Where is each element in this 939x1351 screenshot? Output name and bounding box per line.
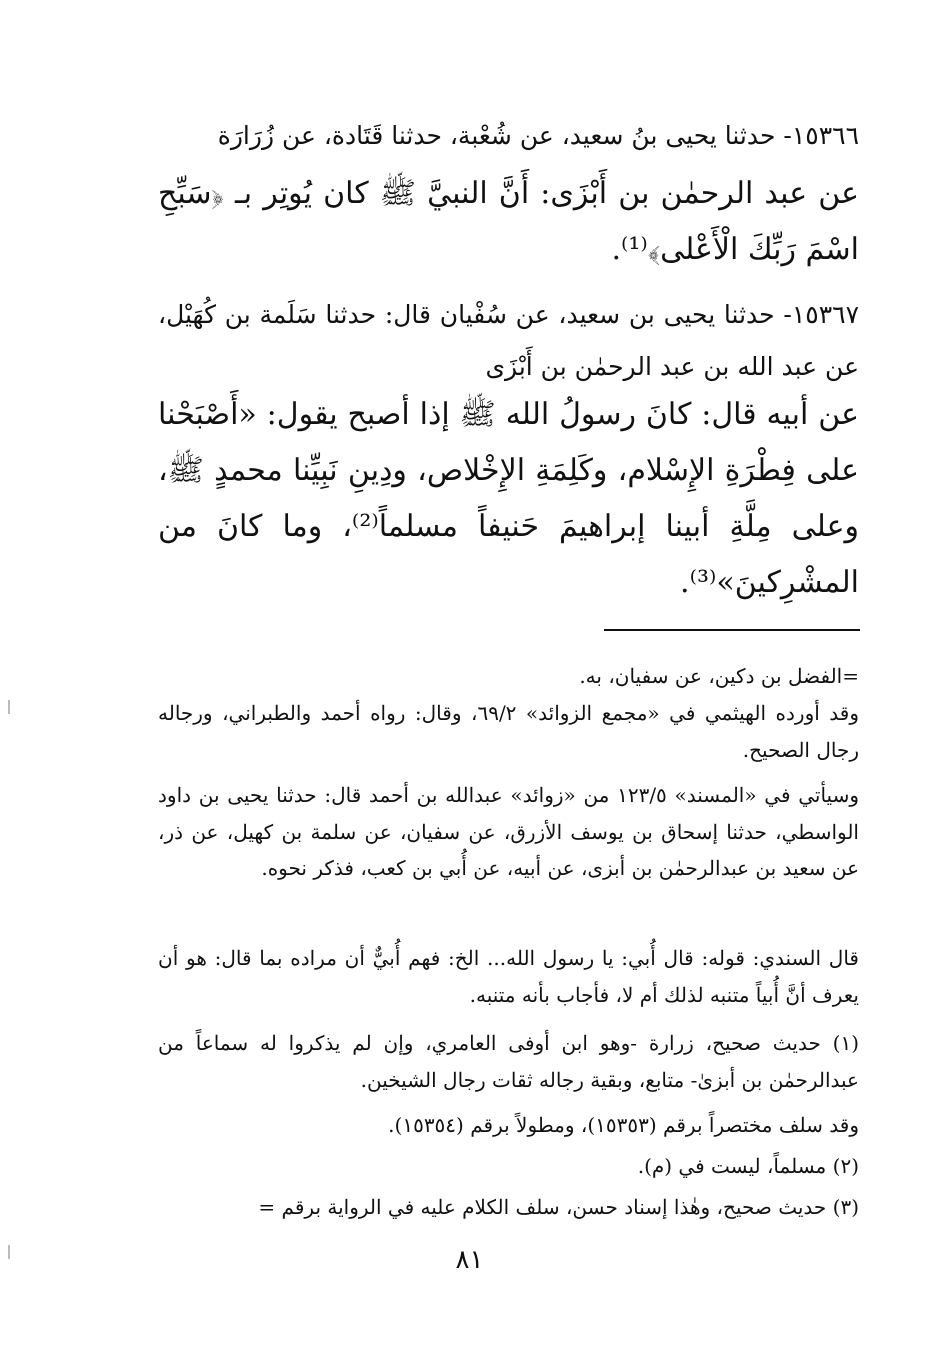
footnote-2: (٢) مسلماً، ليست في (م). — [637, 1154, 859, 1178]
hadith-15367-matn: عن أبيه قال: كانَ رسولُ الله ﷺ إذا أصبح يقول: «أَصْبَحْنا على فِطْرَةِ الإِسْلام، وكَلِمَةِ الإِخْلاص، ودِينِ نَبِيِّنا محمدٍ ﷺ، وعلى مِلَّةِ أبينا إبراهيمَ حَنيفاً مسلماً⁽²⁾، وما كانَ من المشْرِكينَ»⁽³⁾. — [158, 397, 860, 600]
page-number: ٨١ — [455, 1245, 484, 1275]
footnote-3: (٣) حديث صحيح، وهٰذا إسناد حسن، سلف الكلام عليه في الرواية برقم = — [258, 1195, 859, 1219]
scan-speck — [8, 1245, 10, 1259]
footnote-musnad: وسيأتي في «المسند» ١٢٣/٥ من «زوائد» عبدالله بن أحمد قال: حدثنا يحيى بن داود الواسطي، حدثنا إسحاق بن يوسف الأزرق، عن سفيان، عن سلمة بن كهيل، عن ذر، عن سعيد بن عبدالرحمٰن بن أبزى، عن أبيه، عن أُبي بن كعب، فذكر نحوه. — [158, 783, 859, 880]
footnote-sindi: قال السندي: قوله: قال أُبي: يا رسول الله... الخ: فهم أُبيٌّ أن مراده بما قال: هو أن يعرف أنَّ أُبياً متنبه لذلك أم لا، فأجاب بأنه متنبه. — [158, 946, 859, 1007]
hadith-15367-isnad: ١٥٣٦٧- حدثنا يحيى بن سعيد، عن سُفْيان قال: حدثنا سَلَمة بن كُهَيْل، عن عبد الله بن عبد الرحمٰن بن أَبْزَى — [158, 300, 859, 381]
footnote-1-continued: وقد سلف مختصراً برقم (١٥٣٥٣)، ومطولاً برقم (١٥٣٥٤). — [388, 1113, 859, 1137]
footnote-divider — [604, 629, 860, 631]
scan-speck — [8, 700, 10, 714]
hadith-15366-matn: عن عبد الرحمٰن بن أَبْزَى: أَنَّ النبيَّ ﷺ كان يُوتِر بـ ﴿سَبِّحِ اسْمَ رَبِّكَ الْأَعْلى﴾⁽¹⁾. — [158, 176, 859, 267]
footnote-haythami: وقد أورده الهيثمي في «مجمع الزوائد» ٦٩/٢، وقال: رواه أحمد والطبراني، ورجاله رجال الصحيح. — [158, 701, 860, 762]
hadith-15366-isnad: ١٥٣٦٦- حدثنا يحيى بنُ سعيد، عن شُعْبة، حدثنا قَتَادة، عن زُرَارَة — [217, 121, 859, 150]
footnote-1: (١) حديث صحيح، زرارة -وهو ابن أوفى العامري، وإن لم يذكروا له سماعاً من عبدالرحمٰن بن أبزىٰ- متابع، وبقية رجاله ثقات رجال الشيخين. — [158, 1031, 859, 1092]
footnote-continuation: =الفضل بن دكين، عن سفيان، به. — [579, 664, 859, 688]
